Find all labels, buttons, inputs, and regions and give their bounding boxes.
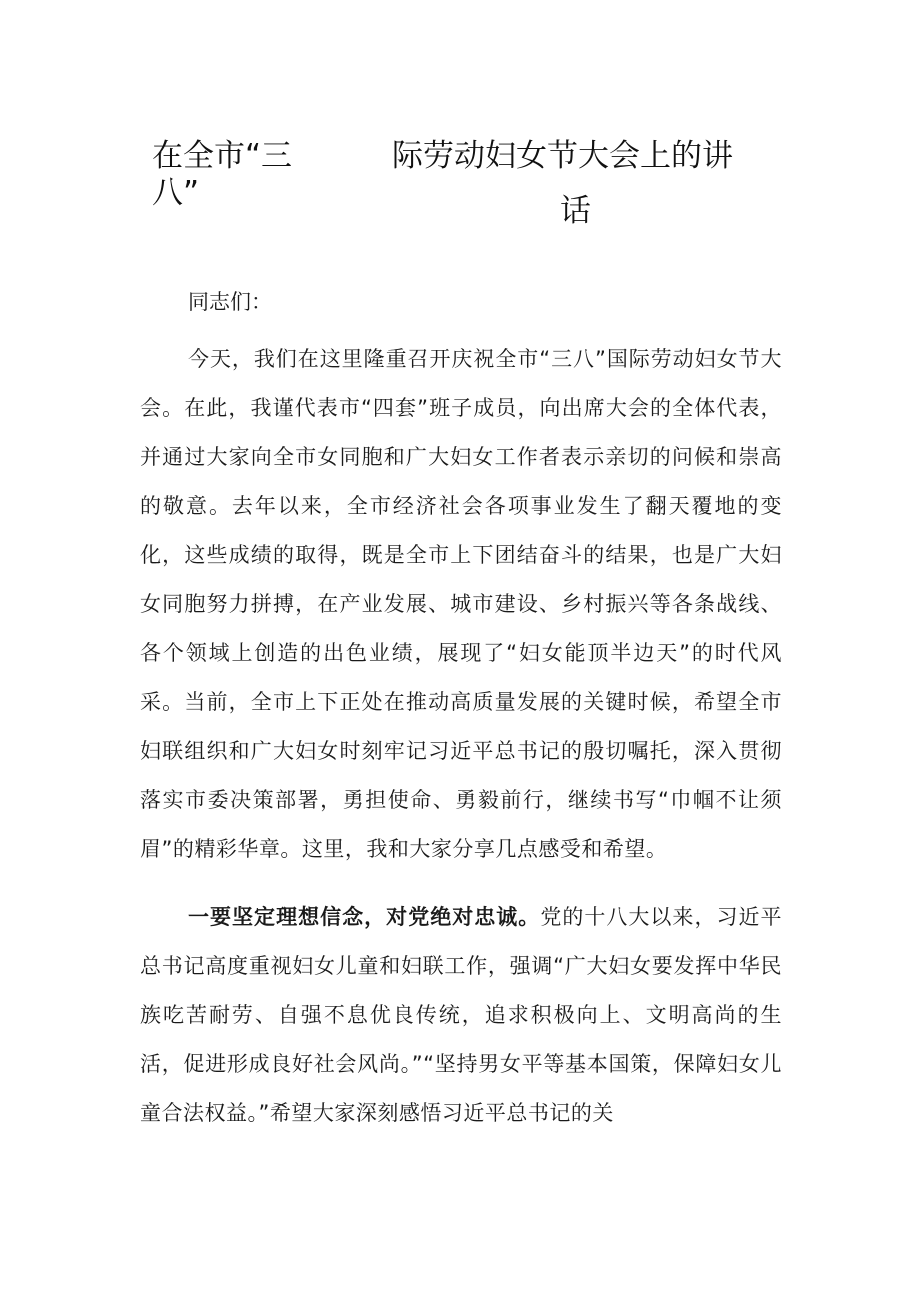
greeting: 同志们： [188,290,272,314]
title-line-3: 际劳动妇女节大会上的讲 [392,138,733,174]
paragraph-1: 今天，我们在这里隆重召开庆祝全市“三八”国际劳动妇女节大会。在此，我谨代表市“四套”班子成员，向出席大会的全体代表，并通过大家向全市女同胞和广大妇女工作者表示亲切的问候和崇高的敬意。去年以来，全市经济社会各项事业发生了翻天覆地的变化，这些成绩的取得，既是全市上下团结奋斗的结果，也是广大妇女同胞努力拼搏，在产业发展、城市建设、乡村振兴等各条战线、各个领域上创造的出色业绩，展现了“妇女能顶半边天”的时代风采。当前，全市上下正处在推动高质量发展的关键时候，希望全市妇联组织和广大妇女时刻牢记习近平总书记的殷切嘱托，深入贯彻落实市委决策部署，勇担使命、勇毅前行，继续书写“巾帼不让须眉”的精彩华章。这里，我和大家分享几点感受和希望。 [140,347,782,861]
paragraph-2-body: 党的十八大以来，习近平总书记高度重视妇女儿童和妇联工作，强调“广大妇女要发挥中华民族吃苦耐劳、自强不息优良传统，追求积极向上、文明高尚的生活，促进形成良好社会风尚。”“坚持男女平等基本国策，保障妇女儿童合法权益。”希望大家深刻感悟习近平总书记的关 [140,905,783,1125]
title-line-2: 八” [152,175,200,211]
title-line-4: 话 [560,193,591,229]
paragraph-2-lead: 一要坚定理想信念，对党绝对忠诚。 [188,905,541,929]
paragraph-2 [140,893,782,1138]
title-line-1: 在全市“三 [152,138,293,174]
